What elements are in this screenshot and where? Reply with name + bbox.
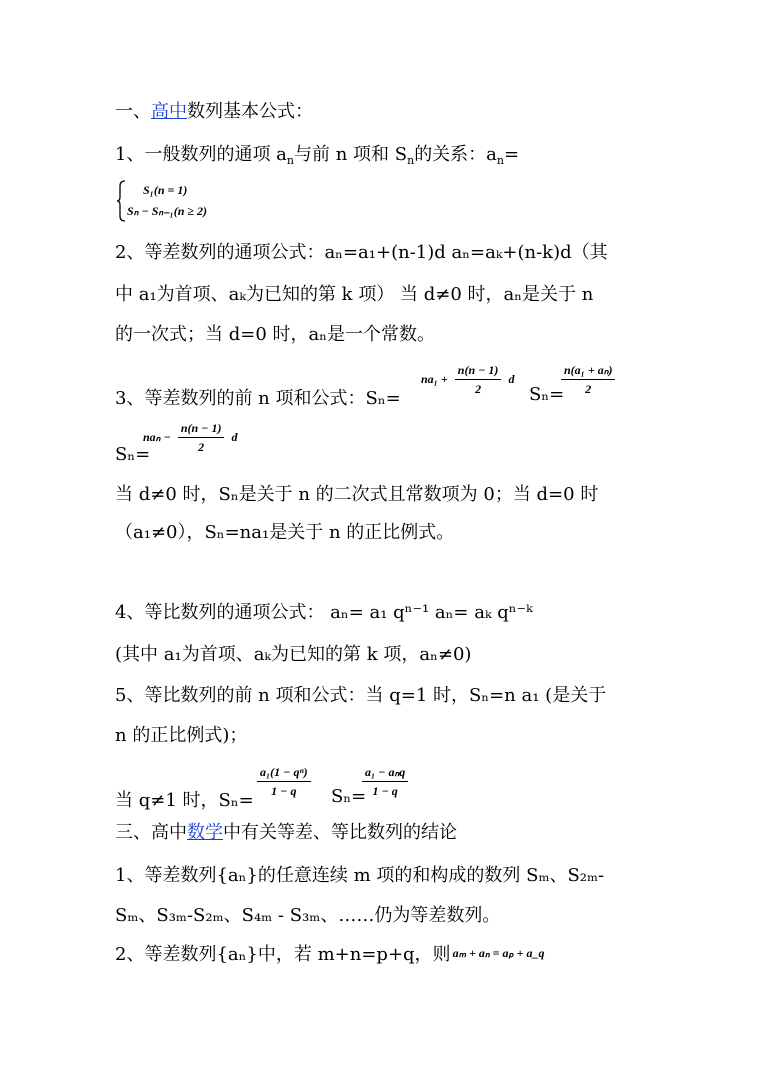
item1-text — [115, 143, 519, 167]
f1-fraction — [455, 362, 502, 397]
conclusion2 — [115, 941, 544, 967]
item5-line3-a: 当 q≠1 时，Sₙ= — [115, 790, 254, 811]
item5-line3-b: Sₙ= — [331, 786, 367, 807]
f3-lead: naₙ − — [143, 430, 171, 444]
f2-num: n(a₁ + aₙ) — [561, 362, 615, 380]
item2-line1: 2、等差数列的通项公式：aₙ=a₁+(n-1)d aₙ=aₖ+(n-k)d（其 — [115, 242, 608, 263]
item1-sub: n — [286, 154, 294, 167]
f3-num: n(n − 1) — [178, 420, 225, 438]
gp-sum-formula-2 — [360, 764, 410, 799]
item5-line2: n 的正比例式)； — [115, 725, 248, 746]
gp-f2-num: a₁ − aₙq — [362, 764, 408, 782]
gp-f2-den: 1 − q — [372, 784, 398, 798]
item1-sub2: n — [407, 154, 415, 167]
item4-line2: (其中 a₁为首项、aₖ为已知的第 k 项，aₙ≠0) — [115, 644, 472, 665]
heading-rest: 数列基本公式： — [187, 101, 313, 122]
item3-line-a: 当 d≠0 时，Sₙ是关于 n 的二次式且常数项为 0；当 d=0 时 — [115, 484, 599, 505]
gp-f2-fraction — [362, 764, 408, 799]
heading-conclusions — [115, 821, 457, 845]
heading3-rest: 中有关等差、等比数列的结论 — [223, 822, 457, 843]
f1-den: 2 — [475, 382, 482, 396]
item2-line2: 中 a₁为首项、aₖ为已知的第 k 项） 当 d≠0 时，aₙ是关于 n — [115, 284, 594, 305]
conclusion2-text: 2、等差数列{aₙ}中，若 m+n=p+q，则 — [115, 944, 451, 965]
f1-num: n(n − 1) — [455, 362, 502, 380]
sn-formula-2 — [559, 362, 617, 397]
sn-formula-1 — [421, 362, 515, 397]
sn-label-3: Sₙ= — [115, 444, 151, 465]
item3-line-b: （a₁≠0），Sₙ=na₁是关于 n 的正比例式。 — [115, 522, 455, 543]
item1-part-a: 1、一般数列的通项 a — [115, 144, 287, 165]
gp-sum-formula-1 — [255, 764, 313, 799]
item1-piecewise-formula — [117, 180, 257, 222]
item3-label: 3、等差数列的前 n 项和公式：Sₙ= — [115, 388, 401, 409]
gp-f1-num: a₁(1 − qⁿ) — [257, 764, 311, 782]
f2-den: 2 — [585, 382, 592, 396]
heading3-prefix: 三、高中 — [115, 822, 187, 843]
f1-lead: na₁ + — [421, 372, 448, 386]
gp-f1-den: 1 − q — [271, 784, 297, 798]
f1-tail: d — [508, 372, 515, 386]
f2-fraction — [561, 362, 615, 397]
item4-line1: 4、等比数列的通项公式： aₙ= a₁ qⁿ⁻¹ aₙ= aₖ qⁿ⁻ᵏ — [115, 602, 533, 623]
f3-tail: d — [231, 430, 238, 444]
heading-basic-formulas — [115, 100, 313, 124]
left-brace-icon — [117, 180, 127, 222]
item1-part-c: 的关系：a — [414, 144, 497, 165]
f3-fraction — [178, 420, 225, 455]
item1-part-d: = — [504, 144, 520, 165]
item1-part-b: 与前 n 项和 S — [294, 144, 408, 165]
sn-formula-3 — [143, 420, 238, 455]
item2-line3: 的一次式；当 d=0 时，aₙ是一个常数。 — [115, 324, 436, 345]
link-gaozhong[interactable]: 高中 — [151, 101, 187, 122]
case-2: Sₙ − Sₙ₋₁(n ≥ 2) — [127, 204, 207, 218]
case-1: S₁(n = 1) — [143, 183, 188, 197]
heading-prefix: 一、 — [115, 101, 151, 122]
f3-den: 2 — [198, 440, 205, 454]
gp-f1-fraction — [257, 764, 311, 799]
sn-label-2: Sₙ= — [529, 384, 565, 405]
conclusion1-line1: 1、等差数列{aₙ}的任意连续 m 项的和构成的数列 Sₘ、S₂ₘ- — [115, 865, 605, 886]
item5-line1: 5、等比数列的前 n 项和公式：当 q=1 时，Sₙ=n a₁ (是关于 — [115, 685, 607, 706]
conclusion1-line2: Sₘ、S₃ₘ-S₂ₘ、S₄ₘ - S₃ₘ、……仍为等差数列。 — [115, 905, 501, 926]
item1-sub3: n — [496, 154, 505, 167]
link-shuxue[interactable]: 数学 — [187, 822, 223, 843]
conclusion2-formula: aₘ + aₙ = aₚ + a_q — [452, 946, 545, 960]
